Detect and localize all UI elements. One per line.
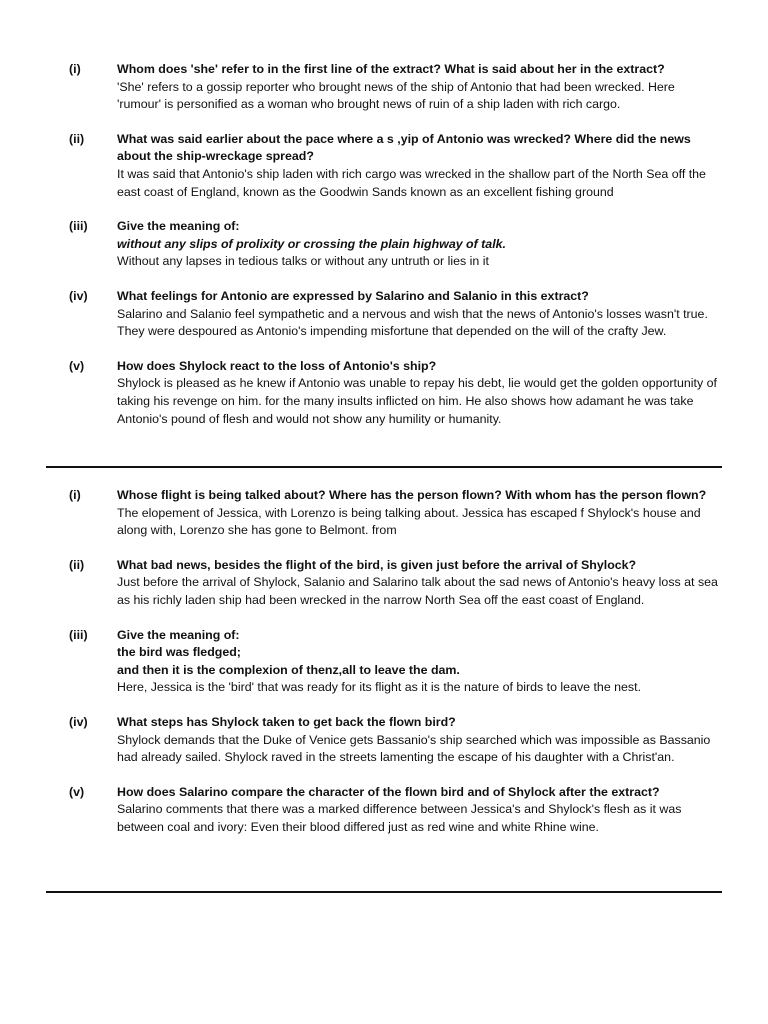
question-text: How does Shylock react to the loss of Antonio's ship? xyxy=(117,358,437,373)
quoted-phrase: without any slips of prolixity or crossing the plain highway of talk. xyxy=(117,236,506,251)
question-number: (ii) xyxy=(69,131,85,146)
answer-text: Here, Jessica is the 'bird' that was ready for its flight as it is the nature of birds to leave the nest. xyxy=(117,680,642,695)
quoted-phrase: and then it is the complexion of thenz,all to leave the dam. xyxy=(117,662,460,677)
answer-text: 'She' refers to a gossip reporter who brought news of the ship of Antonio that had been wrecked. Here 'rumour' is personified as a woman who brought news of ruin of a ship laden with rich cargo. xyxy=(117,79,675,112)
question-text: How does Salarino compare the character of the flown bird and of Shylock after the extract? xyxy=(117,784,660,799)
question-number: (v) xyxy=(69,784,85,799)
question-text: What steps has Shylock taken to get back the flown bird? xyxy=(117,714,456,729)
qa-item xyxy=(0,784,768,837)
qa-item xyxy=(0,714,768,767)
question-text: Give the meaning of: xyxy=(117,219,240,234)
answer-text: Without any lapses in tedious talks or without any untruth or lies in it xyxy=(117,254,489,269)
qa-item xyxy=(0,61,768,114)
qa-item xyxy=(0,627,768,697)
question-text: Whose flight is being talked about? Where has the person flown? With whom has the person flown? xyxy=(117,488,707,502)
question-number: (v) xyxy=(69,358,85,373)
answer-text: Salarino and Salanio feel sympathetic and a nervous and wish that the news of Antonio's losses wasn't true. They were despoured as Antonio's impending misfortune that depended on the will of the crafty Jew. xyxy=(117,306,708,339)
qa-item xyxy=(0,557,768,610)
question-text: What bad news, besides the flight of the bird, is given just before the arrival of Shylock? xyxy=(117,557,637,572)
question-set-2 xyxy=(0,487,768,854)
answer-text: The elopement of Jessica, with Lorenzo is being talking about. Jessica has escaped f Shylock's house and along with, Lorenzo she has gone to Belmont. from xyxy=(117,505,701,538)
question-text: What feelings for Antonio are expressed by Salarino and Salanio in this extract? xyxy=(117,288,589,303)
question-number: (iii) xyxy=(69,627,88,642)
qa-item xyxy=(0,218,768,271)
question-text: Give the meaning of: xyxy=(117,627,240,642)
answer-text: Shylock demands that the Duke of Venice gets Bassanio's ship searched which was impossible as Bassanio had already sailed. Shylock raved in the streets lamenting the escape of his daughter with a Christ'an. xyxy=(117,732,711,765)
answer-text: Shylock is pleased as he knew if Antonio was unable to repay his debt, lie would get the golden opportunity of taking his revenge on him. for the many insults inflicted on him. He also shows how adamant he was take Antonio's pound of flesh and would not show any humility or humanity. xyxy=(117,376,717,426)
answer-text: It was said that Antonio's ship laden with rich cargo was wrecked in the shallow part of the North Sea off the east coast of England, known as the Goodwin Sands known as an excellent fishing ground xyxy=(117,166,706,199)
question-number: (iii) xyxy=(69,219,88,234)
question-set-1 xyxy=(0,61,768,445)
qa-item xyxy=(0,487,768,540)
question-number: (i) xyxy=(69,62,81,76)
qa-item xyxy=(0,288,768,341)
question-text: Whom does 'she' refer to in the first line of the extract? What is said about her in the extract? xyxy=(117,62,665,76)
answer-text: Salarino comments that there was a marked difference between Jessica's and Shylock's flesh as it was between coal and ivory: Even their blood differed just as red wine and white Rhine wine. xyxy=(117,802,682,834)
answer-text: Just before the arrival of Shylock, Salanio and Salarino talk about the sad news of Antonio's heavy loss at sea as his richly laden ship had been wrecked in the narrow North Sea off the east coast of England. xyxy=(117,575,718,607)
question-number: (i) xyxy=(69,488,81,502)
question-number: (iv) xyxy=(69,288,88,303)
section-divider xyxy=(46,891,722,893)
question-number: (iv) xyxy=(69,714,88,729)
qa-item xyxy=(0,131,768,201)
section-divider xyxy=(46,466,722,468)
quoted-phrase: the bird was fledged; xyxy=(117,645,241,660)
question-text: What was said earlier about the pace where a s ,yip of Antonio was wrecked? Where did the news about the ship-wreckage spread? xyxy=(117,131,691,164)
question-number: (ii) xyxy=(69,557,85,572)
qa-item xyxy=(0,358,768,428)
